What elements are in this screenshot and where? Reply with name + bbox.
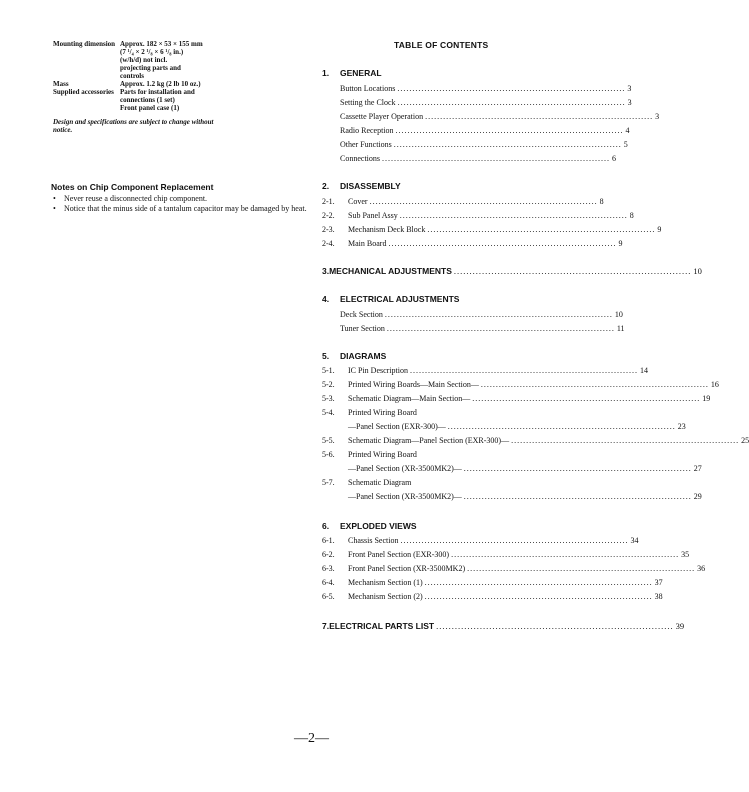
toc-section-electrical-parts-list [322, 621, 685, 631]
spec-line: Front panel case (1) [120, 104, 180, 112]
spec-accessories-label: Supplied accessories [53, 88, 114, 96]
entry-title: Schematic Diagram—Panel Section (EXR-300)— [348, 436, 510, 445]
toc-entry [322, 408, 567, 417]
list-item [51, 204, 311, 214]
entry-page: 25 [741, 436, 749, 445]
entry-page: 27 [693, 464, 702, 473]
spec-line: connections (1 set) [120, 96, 175, 104]
entry-title: Tuner Section [340, 324, 385, 333]
dot-leader: ............................................................................ [511, 436, 740, 445]
section-number: 5. [322, 351, 330, 361]
bullet-icon: • [53, 194, 56, 203]
dot-leader: ............................................................................ [400, 536, 629, 545]
entry-page: 3 [655, 112, 660, 121]
spec-mass-value: Approx. 1.2 kg (2 lb 10 oz.) [120, 80, 201, 88]
entry-page: 19 [702, 394, 711, 403]
toc-entry [322, 211, 634, 220]
dot-leader: ............................................................................ [386, 324, 615, 333]
entry-page: 6 [612, 154, 616, 163]
entry-page: 8 [599, 197, 604, 206]
toc-section-general [322, 68, 382, 78]
dot-leader: ............................................................................ [410, 366, 638, 375]
section-number: 2. [322, 181, 330, 191]
toc-entry [322, 478, 567, 487]
chip-notes-title: Notes on Chip Component Replacement [51, 182, 214, 192]
section-number: 7. [322, 621, 330, 631]
dot-leader: ............................................................................ [427, 225, 656, 234]
specifications-block [53, 40, 303, 134]
dot-leader: ............................................................................ [463, 464, 692, 473]
entry-number: 5-3. [322, 394, 335, 403]
dot-leader: ............................................................................ [447, 422, 676, 431]
section-title: GENERAL [340, 68, 382, 78]
entry-title: Schematic Diagram [348, 478, 412, 487]
entry-title: Cassette Player Operation [340, 112, 424, 121]
dot-leader: ............................................................................ [453, 266, 692, 276]
entry-page: 3 [627, 84, 632, 93]
toc-entry [322, 394, 711, 403]
dot-leader: ............................................................................ [480, 380, 709, 389]
chip-note-text: Never reuse a disconnected chip component. [64, 194, 208, 203]
entry-number: 5-7. [322, 478, 335, 487]
entry-title: Deck Section [340, 310, 383, 319]
toc-section-disassembly [322, 181, 401, 191]
section-title: DIAGRAMS [340, 351, 387, 361]
entry-number: 2-4. [322, 239, 335, 248]
entry-title: Mechanism Section (1) [348, 578, 423, 587]
toc-entry [322, 225, 662, 234]
entry-page: 9 [657, 225, 662, 234]
entry-number: 6-5. [322, 592, 335, 601]
entry-page: 14 [640, 366, 648, 375]
entry-title: Front Panel Section (EXR-300) [348, 550, 450, 559]
entry-page: 36 [697, 564, 706, 573]
bullet-icon: • [53, 204, 56, 213]
dot-leader: ............................................................................ [463, 492, 692, 501]
entry-title: Mechanism Deck Block [348, 225, 426, 234]
entry-title: Mechanism Section (2) [348, 592, 423, 601]
dot-leader: ............................................................................ [425, 112, 654, 121]
section-number: 3. [322, 266, 330, 276]
section-title: ELECTRICAL ADJUSTMENTS [340, 294, 460, 304]
list-item [51, 194, 311, 204]
spec-mass [53, 80, 303, 88]
dot-leader: ............................................................................ [388, 239, 617, 248]
entry-title: Front Panel Section (XR-3500MK2) [348, 564, 466, 573]
entry-title-continued: —Panel Section (XR-3500MK2)— [348, 464, 462, 473]
section-number: 6. [322, 521, 330, 531]
toc-entry [322, 84, 632, 93]
page-number: —2— [294, 731, 329, 746]
entry-title: Setting the Clock [340, 98, 396, 107]
entry-number: 5-4. [322, 408, 335, 417]
spec-accessories [53, 88, 303, 112]
entry-number: 2-2. [322, 211, 335, 220]
entry-number: 6-4. [322, 578, 335, 587]
entry-title: Chassis Section [348, 536, 399, 545]
section-title: DISASSEMBLY [340, 181, 401, 191]
toc-entry [322, 140, 628, 149]
toc-entry [322, 550, 690, 559]
toc-entry [322, 436, 749, 445]
entry-number: 6-1. [322, 536, 335, 545]
entry-page: 37 [654, 578, 663, 587]
section-page: 39 [675, 621, 685, 631]
entry-page: 4 [625, 126, 630, 135]
entry-title: Cover [348, 197, 368, 206]
toc-section-mechanical-adjustments [322, 266, 702, 276]
dot-leader: ............................................................................ [382, 154, 610, 163]
dot-leader: ............................................................................ [436, 621, 674, 631]
spec-mass-label: Mass [53, 80, 69, 88]
entry-title: Printed Wiring Boards—Main Section— [348, 380, 479, 389]
dot-leader: ............................................................................ [424, 578, 653, 587]
entry-page: 11 [616, 324, 625, 333]
entry-title: Printed Wiring Board [348, 408, 417, 417]
dot-leader: ............................................................................ [369, 197, 598, 206]
toc-entry-continued [348, 422, 686, 431]
toc-title: TABLE OF CONTENTS [394, 40, 489, 50]
entry-number: 6-2. [322, 550, 335, 559]
section-title: EXPLODED VIEWS [340, 521, 417, 531]
section-number: 1. [322, 68, 330, 78]
entry-number: 6-3. [322, 564, 335, 573]
section-number: 4. [322, 294, 330, 304]
entry-number: 5-6. [322, 450, 335, 459]
spec-change-notice: Design and specifications are subject to change without notice. [53, 118, 214, 134]
entry-page: 16 [710, 380, 719, 389]
toc-entry [322, 564, 706, 573]
spec-mounting [53, 40, 303, 80]
toc-entry [322, 310, 623, 319]
spec-line: (7 ¹/₄ × 2 ¹/₈ × 6 ¹/₈ in.) [120, 48, 184, 56]
spec-mounting-value [120, 40, 303, 80]
toc-entry [322, 239, 623, 248]
chip-note-text: Notice that the minus side of a tantalum capacitor may be damaged by heat. [64, 204, 307, 213]
entry-title: Sub Panel Assy [348, 211, 398, 220]
toc-entry [322, 98, 632, 107]
toc-entry [322, 578, 663, 587]
entry-number: 2-3. [322, 225, 335, 234]
dot-leader: ............................................................................ [395, 126, 624, 135]
entry-title: Button Locations [340, 84, 396, 93]
chip-notes-list [51, 194, 311, 214]
dot-leader: ............................................................................ [397, 84, 626, 93]
dot-leader: ............................................................................ [451, 550, 680, 559]
toc-entry [322, 366, 648, 375]
section-title: MECHANICAL ADJUSTMENTS [329, 266, 452, 276]
toc-section-diagrams [322, 351, 386, 361]
spec-line: controls [120, 72, 144, 80]
dot-leader: ............................................................................ [424, 592, 653, 601]
entry-page: 35 [681, 550, 690, 559]
spec-line: (w/h/d) not incl. [120, 56, 168, 64]
entry-number: 5-5. [322, 436, 335, 445]
toc-entry [322, 324, 625, 333]
toc-entry [322, 154, 616, 163]
spec-line: projecting parts and [120, 64, 181, 72]
entry-title-continued: —Panel Section (EXR-300)— [348, 422, 446, 431]
spec-line: Approx. 182 × 53 × 155 mm [120, 40, 203, 48]
entry-title: Schematic Diagram—Main Section— [348, 394, 471, 403]
dot-leader: ............................................................................ [467, 564, 696, 573]
entry-page: 38 [654, 592, 663, 601]
section-title: ELECTRICAL PARTS LIST [329, 621, 435, 631]
toc-entry [322, 450, 567, 459]
entry-page: 8 [629, 211, 634, 220]
dot-leader: ............................................................................ [393, 140, 622, 149]
toc-entry [322, 126, 630, 135]
chip-replacement-notes [51, 182, 311, 214]
spec-accessories-value [120, 88, 303, 112]
entry-title: Other Functions [340, 140, 392, 149]
toc-section-exploded-views [322, 521, 417, 531]
entry-title: Main Board [348, 239, 387, 248]
dot-leader: ............................................................................ [384, 310, 613, 319]
section-page: 10 [693, 266, 702, 276]
entry-title: Radio Reception [340, 126, 394, 135]
dot-leader: ............................................................................ [397, 98, 626, 107]
entry-title-continued: —Panel Section (XR-3500MK2)— [348, 492, 462, 501]
toc-entry [322, 380, 719, 389]
toc-entry [322, 197, 604, 206]
toc-entry [322, 592, 663, 601]
toc-entry [322, 536, 639, 545]
toc-section-electrical-adjustments [322, 294, 459, 304]
entry-title: Connections [340, 154, 380, 163]
entry-number: 2-1. [322, 197, 335, 206]
entry-number: 5-2. [322, 380, 335, 389]
entry-page: 10 [614, 310, 623, 319]
dot-leader: ............................................................................ [472, 394, 701, 403]
entry-title: Printed Wiring Board [348, 450, 417, 459]
entry-page: 23 [677, 422, 686, 431]
entry-page: 3 [627, 98, 632, 107]
toc-entry [322, 112, 660, 121]
entry-page: 9 [618, 239, 623, 248]
entry-page: 5 [623, 140, 628, 149]
dot-leader: ............................................................................ [399, 211, 628, 220]
toc-entry-continued [348, 492, 702, 501]
spec-mounting-label: Mounting dimension [53, 40, 116, 48]
spec-line: Parts for installation and [120, 88, 195, 96]
entry-number: 5-1. [322, 366, 335, 375]
entry-page: 29 [693, 492, 702, 501]
entry-page: 34 [630, 536, 639, 545]
entry-title: IC Pin Description [348, 366, 408, 375]
toc-entry-continued [348, 464, 702, 473]
